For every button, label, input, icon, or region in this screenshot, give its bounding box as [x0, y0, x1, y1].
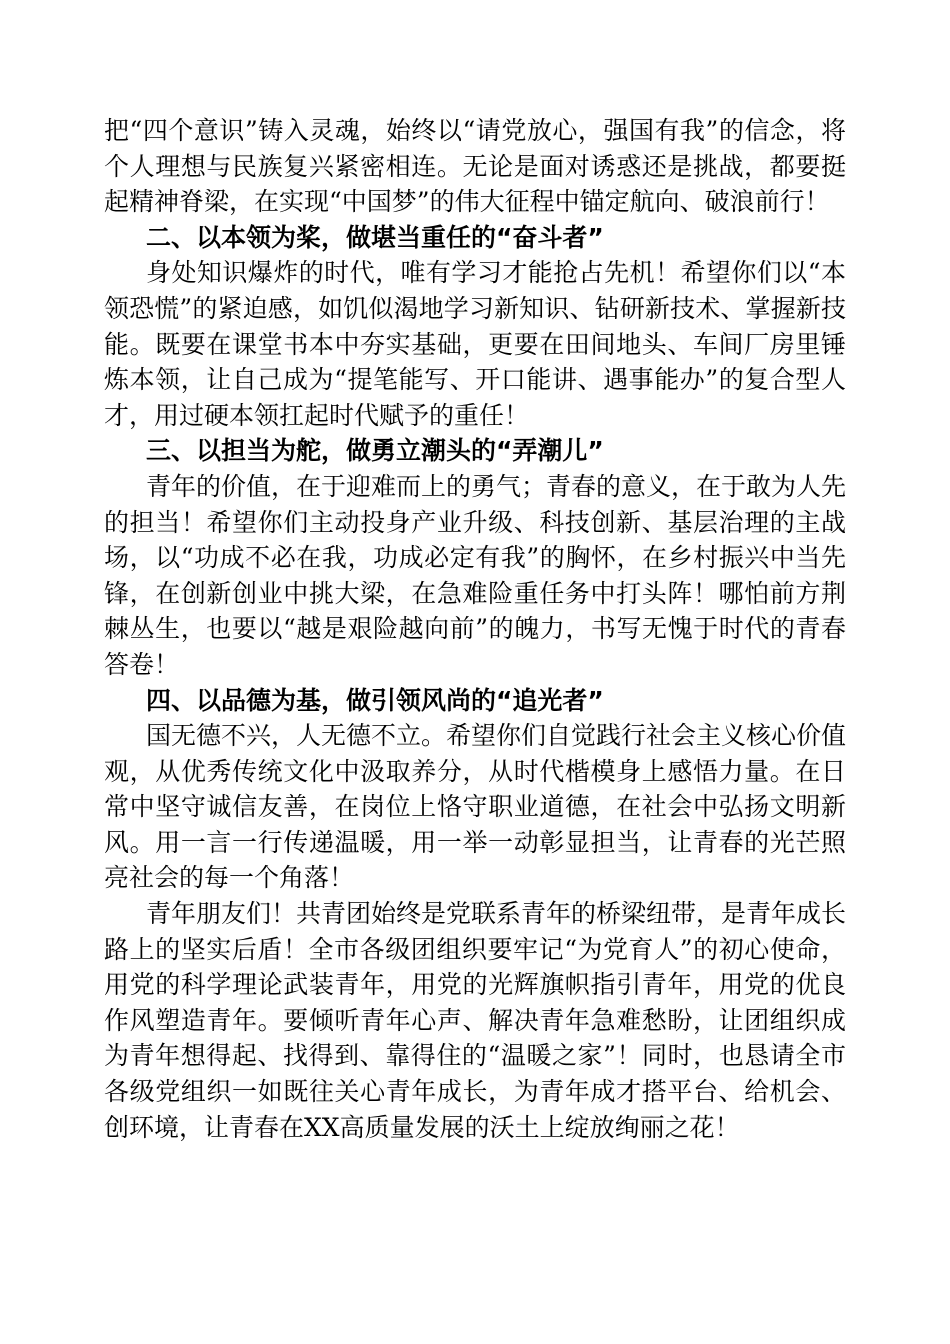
- paragraph-section-3: 青年的价值，在于迎难而上的勇气；青春的意义，在于敢为人先的担当！希望你们主动投身产业升级、科技创新、基层治理的主战场，以“功成不必在我，功成必定有我”的胸怀，在乡村振兴中当先锋，在创新创业中挑大梁，在急难险重任务中打头阵！哪怕前方荆棘丛生，也要以“越是艰险越向前”的魄力，书写无愧于时代的青春答卷！: [104, 471, 847, 679]
- paragraph-section-2: 身处知识爆炸的时代，唯有学习才能抢占先机！希望你们以“本领恐慌”的紧迫感，如饥似渴地学习新知识、钻研新技术、掌握新技能。既要在课堂书本中夯实基础，更要在田间地头、车间厂房里锤炼本领，让自己成为“提笔能写、开口能讲、遇事能办”的复合型人才，用过硬本领扛起时代赋予的重任！: [104, 258, 846, 430]
- section-heading-4: 四、以品德为基，做引领风尚的“追光者”: [146, 685, 604, 715]
- document-body: [104, 113, 846, 1145]
- paragraph-intro-tail: 把“四个意识”铸入灵魂，始终以“请党放心，强国有我”的信念，将个人理想与民族复兴紧密相连。无论是面对诱惑还是挑战，都要挺起精神脊梁，在实现“中国梦”的伟大征程中锚定航向、破浪前行！: [104, 116, 846, 217]
- section-heading-3: 三、以担当为舵，做勇立潮头的“弄潮儿”: [146, 436, 604, 466]
- paragraph-section-4: 国无德不兴，人无德不立。希望你们自觉践行社会主义核心价值观，从优秀传统文化中汲取养分，从时代楷模身上感悟力量。在日常中坚守诚信友善，在岗位上恪守职业道德，在社会中弘扬文明新风。用一言一行传递温暖，用一举一动彰显担当，让青春的光芒照亮社会的每一个角落！: [104, 721, 847, 893]
- section-heading-2: 二、以本领为桨，做堪当重任的“奋斗者”: [146, 222, 604, 252]
- paragraph-closing: 青年朋友们！共青团始终是党联系青年的桥梁纽带，是青年成长路上的坚实后盾！全市各级团组织要牢记“为党育人”的初心使命，用党的科学理论武装青年，用党的光辉旗帜指引青年，用党的优良作风塑造青年。要倾听青年心声、解决青年急难愁盼，让团组织成为青年想得起、找得到、靠得住的“温暖之家”！同时，也恳请全市各级党组织一如既往关心青年成长，为青年成才搭平台、给机会、创环境，让青春在XX高质量发展的沃土上绽放绚丽之花！: [104, 899, 847, 1142]
